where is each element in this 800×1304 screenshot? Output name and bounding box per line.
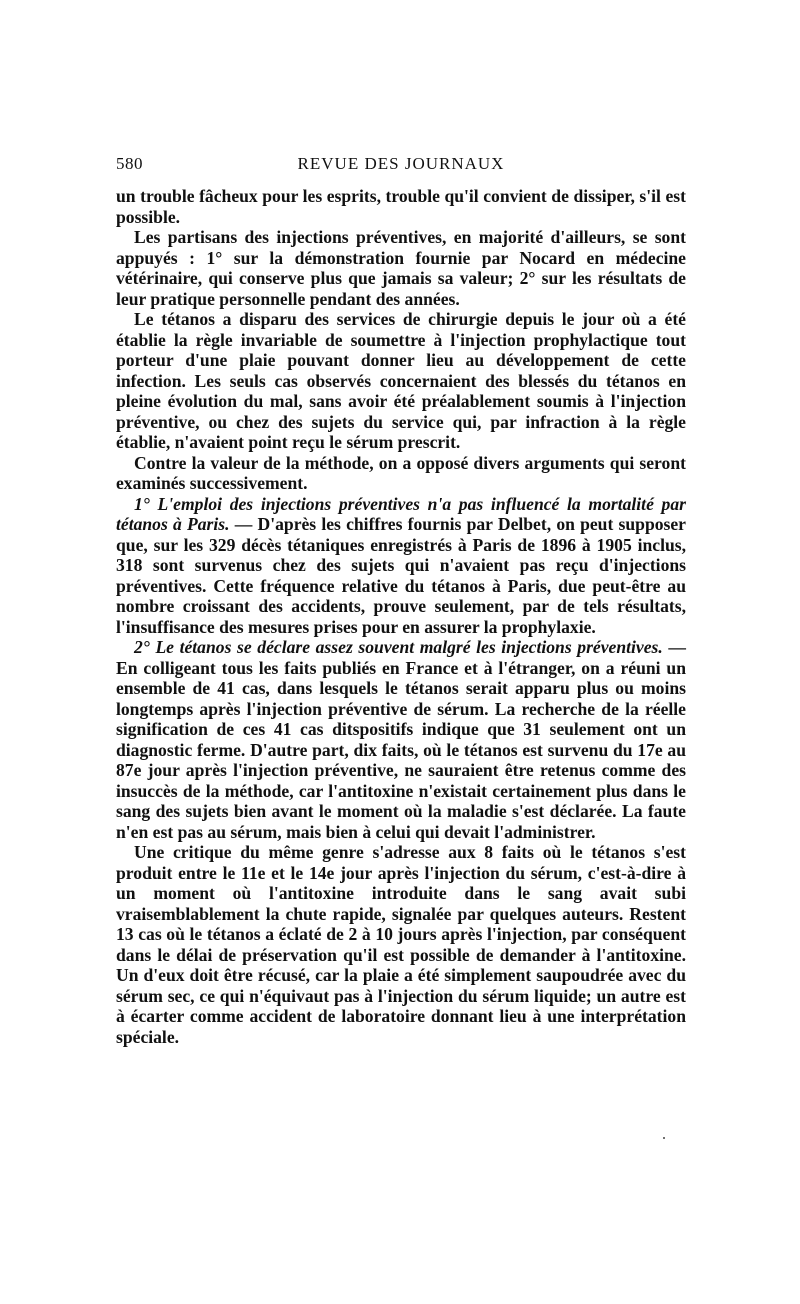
article-body [116,186,686,1047]
paragraph-4: Contre la valeur de la méthode, on a opposé divers arguments qui seront examinés successivement. [116,452,686,493]
paragraph-3: Le tétanos a disparu des services de chirurgie depuis le jour où a été établie la règle invariable de soumettre à l'injection prophylactique tout porteur d'une plaie pouvant donner lieu au développement de cette infection. Les seuls cas observés concernaient des blessés du tétanos en pleine évolution du mal, sans avoir été préalablement soumis à l'injection préventive, ou chez des sujets du service qui, par infraction à la règle établie, n'avaient point reçu le sérum prescrit. [116,309,686,452]
paragraph-5: 1° L'emploi des injections préventives n'a pas influencé la mortalité par tétanos à Paris. — D'après les chiffres fournis par Delbet, on peut supposer que, sur les 329 décès tétaniques enregistrés à Paris de 1896 à 1905 inclus, 318 sont survenus chez des sujets qui n'avaient pas reçu d'injections préventives. Cette fréquence relative du tétanos à Paris, due peut-être au nombre croissant des accidents, prouve seulement, par de tels résultats, l'insuffisance des mesures prises pour en assurer la prophylaxie. [116,493,686,637]
print-speck [663,1137,665,1139]
running-title: REVUE DES JOURNAUX [297,154,505,173]
section-heading-2: 2° Le tétanos se déclare assez souvent malgré les injections préventives. [134,637,663,657]
paragraph-6: 2° Le tétanos se déclare assez souvent malgré les injections préventives. — En colligeant tous les faits publiés en France et à l'étranger, on a réuni un ensemble de 41 cas, dans lesquels le tétanos serait apparu plus ou moins longtemps après l'injection préventive de sérum. La recherche de la réelle signification de ces 41 cas ditspositifs indique que 31 seulement ont un diagnostic ferme. D'autre part, dix faits, où le tétanos est survenu du 17e au 87e jour après l'injection préventive, ne sauraient être retenus comme des insuccès de la méthode, car l'antitoxine n'existait certainement plus dans le sang des sujets bien avant le moment où la maladie s'est déclarée. La faute n'en est pas au sérum, mais bien à celui qui devait l'administrer. [116,637,686,842]
page-header [116,150,686,180]
paragraph-2: Les partisans des injections préventives, en majorité d'ailleurs, se sont appuyés : 1° sur la démonstration fournie par Nocard en médecine vétérinaire, qui conserve plus que jamais sa valeur; 2° sur les résultats de leur pratique personnelle pendant des années. [116,227,686,309]
paragraph-1: un trouble fâcheux pour les esprits, trouble qu'il convient de dissiper, s'il est possible. [116,186,686,227]
section-heading-1: 1° L'emploi des injections préventives n'a pas influencé la mortalité par tétanos à Paris. [116,493,686,534]
document-page [116,150,686,1047]
page-number: 580 [116,154,143,173]
paragraph-7: Une critique du même genre s'adresse aux 8 faits où le tétanos s'est produit entre le 11e et le 14e jour après l'injection du sérum, c'est-à-dire à un moment où l'antitoxine introduite dans le sang avait subi vraisemblablement la chute rapide, signalée par quelques auteurs. Restent 13 cas où le tétanos a éclaté de 2 à 10 jours après l'injection, par conséquent dans le délai de préservation qu'il est possible de demander à l'antitoxine. Un d'eux doit être récusé, car la plaie a été simplement saupoudrée avec du sérum sec, ce qui n'équivaut pas à l'injection du sérum liquide; un autre est à écarter comme accident de laboratoire donnant lieu à une interprétation spéciale. [116,842,686,1047]
